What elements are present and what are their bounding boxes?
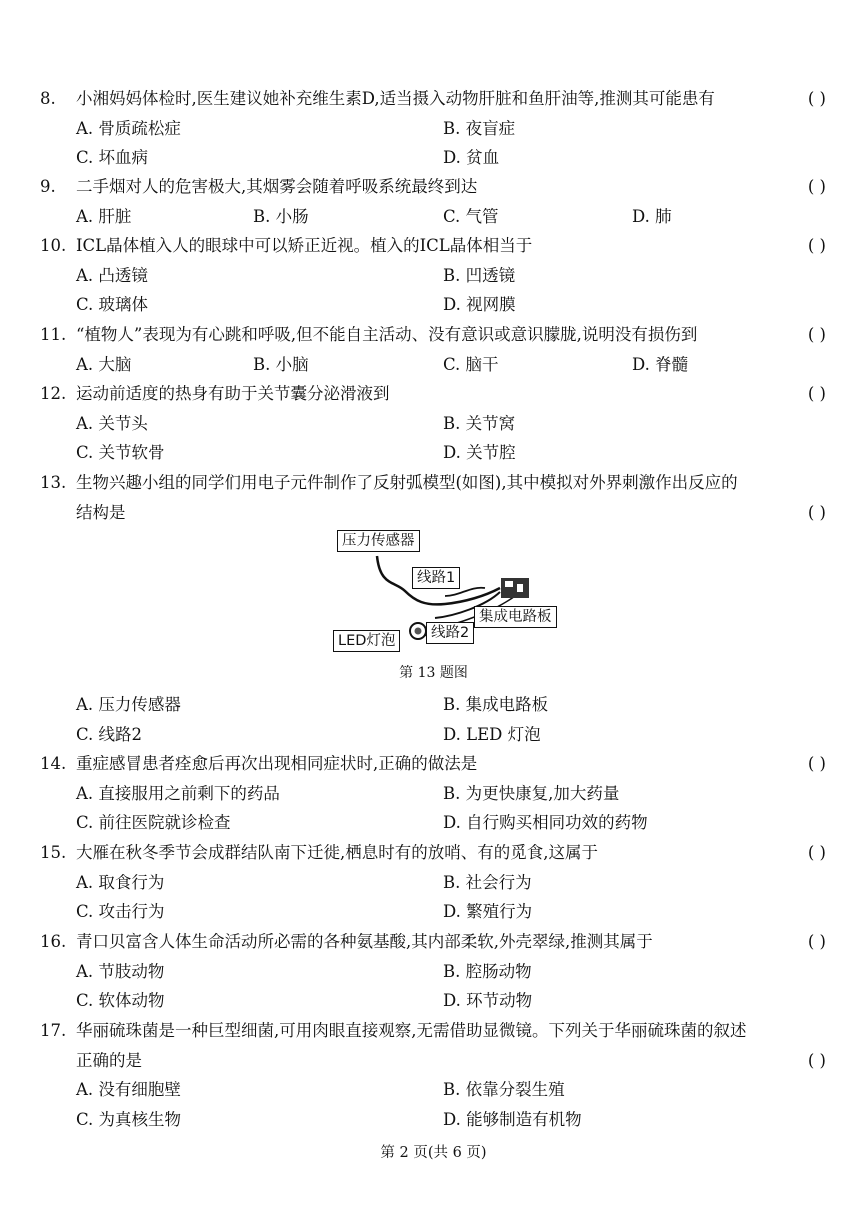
- question-number: 13.: [40, 473, 67, 492]
- option-a[interactable]: A. 凸透镜: [76, 265, 148, 285]
- option-d[interactable]: D. 环节动物: [443, 991, 533, 1010]
- question-14: [40, 749, 830, 838]
- question-number: 9.: [40, 177, 56, 196]
- question-number: 16.: [40, 932, 67, 951]
- label-line-1: 线路1: [412, 567, 460, 589]
- option-d[interactable]: D. 繁殖行为: [443, 902, 533, 921]
- option-c[interactable]: C. 软体动物: [76, 991, 165, 1010]
- reflex-arc-model-figure: [325, 526, 575, 661]
- question-stem: 二手烟对人的危害极大,其烟雾会随着呼吸系统最终到达: [76, 177, 478, 196]
- option-b[interactable]: B. 腔肠动物: [443, 961, 532, 981]
- option-d[interactable]: D. 能够制造有机物: [443, 1109, 582, 1129]
- question-9: [40, 172, 830, 231]
- option-a[interactable]: A. 压力传感器: [76, 695, 181, 714]
- option-a[interactable]: A. 取食行为: [76, 872, 165, 892]
- option-d[interactable]: D. 关节腔: [443, 443, 516, 462]
- answer-blank[interactable]: ( ): [807, 1050, 826, 1070]
- answer-blank[interactable]: ( ): [807, 502, 826, 522]
- answer-blank[interactable]: ( ): [807, 384, 826, 403]
- answer-blank[interactable]: ( ): [807, 325, 826, 344]
- question-number: 12.: [40, 384, 67, 403]
- question-13: [40, 468, 830, 527]
- question-stem: 生物兴趣小组的同学们用电子元件制作了反射弧模型(如图),其中模拟对外界刺激作出反应的: [76, 473, 738, 492]
- answer-blank[interactable]: ( ): [807, 754, 826, 773]
- option-d[interactable]: D. 自行购买相同功效的药物: [443, 813, 648, 832]
- label-pressure-sensor: 压力传感器: [337, 530, 420, 552]
- option-c[interactable]: C. 玻璃体: [76, 295, 149, 314]
- option-d[interactable]: D. 贫血: [443, 148, 500, 167]
- option-a[interactable]: A. 节肢动物: [76, 961, 165, 981]
- option-a[interactable]: A. 大脑: [76, 354, 132, 374]
- question-number: 15.: [40, 843, 67, 862]
- question-stem: “植物人”表现为有心跳和呼吸,但不能自主活动、没有意识或意识朦胧,说明没有损伤到: [76, 325, 698, 344]
- question-stem: 青口贝富含人体生命活动所必需的各种氨基酸,其内部柔软,外壳翠绿,推测其属于: [76, 932, 653, 951]
- question-number: 10.: [40, 236, 67, 255]
- question-11: [40, 320, 830, 379]
- option-c[interactable]: C. 坏血病: [76, 148, 149, 167]
- question-number: 8.: [40, 89, 56, 108]
- option-b[interactable]: B. 小脑: [253, 354, 309, 374]
- page-footer: 第 2 页(共 6 页): [380, 1145, 487, 1161]
- question-number: 14.: [40, 754, 67, 773]
- question-stem-continued: 正确的是: [76, 1050, 142, 1070]
- question-17: [40, 1016, 830, 1134]
- option-b[interactable]: B. 小肠: [253, 206, 309, 226]
- label-line-2: 线路2: [426, 622, 474, 644]
- answer-blank[interactable]: ( ): [807, 843, 826, 862]
- figure-caption: 第 13 题图: [399, 665, 468, 681]
- question-8: [40, 84, 830, 173]
- label-led-bulb: LED灯泡: [333, 630, 400, 652]
- option-c[interactable]: C. 气管: [443, 206, 499, 226]
- question-10: [40, 231, 830, 320]
- option-b[interactable]: B. 夜盲症: [443, 118, 516, 138]
- question-stem: 华丽硫珠菌是一种巨型细菌,可用肉眼直接观察,无需借助显微镜。下列关于华丽硫珠菌的叙述: [76, 1021, 747, 1040]
- option-d[interactable]: D. 视网膜: [443, 295, 516, 314]
- question-number: 11.: [40, 325, 67, 344]
- option-a[interactable]: A. 没有细胞壁: [76, 1080, 181, 1099]
- option-a[interactable]: A. 关节头: [76, 413, 148, 433]
- option-b[interactable]: B. 集成电路板: [443, 695, 549, 714]
- question-stem: ICL晶体植入人的眼球中可以矫正近视。植入的ICL晶体相当于: [76, 236, 533, 255]
- option-a[interactable]: A. 骨质疏松症: [76, 118, 181, 138]
- option-c[interactable]: C. 攻击行为: [76, 902, 165, 921]
- option-b[interactable]: B. 社会行为: [443, 872, 532, 892]
- option-b[interactable]: B. 依靠分裂生殖: [443, 1080, 565, 1099]
- option-c[interactable]: C. 为真核生物: [76, 1109, 182, 1129]
- question-number: 17.: [40, 1021, 67, 1040]
- question-stem: 大雁在秋冬季节会成群结队南下迁徙,栖息时有的放哨、有的觅食,这属于: [76, 843, 598, 862]
- question-stem: 重症感冒患者痊愈后再次出现相同症状时,正确的做法是: [76, 754, 478, 773]
- label-circuit-board: 集成电路板: [474, 606, 557, 628]
- question-stem: 小湘妈妈体检时,医生建议她补充维生素D,适当摄入动物肝脏和鱼肝油等,推测其可能患有: [76, 89, 715, 108]
- answer-blank[interactable]: ( ): [807, 236, 826, 255]
- option-b[interactable]: B. 为更快康复,加大药量: [443, 783, 620, 803]
- option-c[interactable]: C. 脑干: [443, 354, 499, 374]
- option-c[interactable]: C. 关节软骨: [76, 443, 165, 462]
- option-d[interactable]: D. 脊髓: [632, 354, 689, 374]
- option-d[interactable]: D. 肺: [632, 206, 672, 226]
- question-15: [40, 838, 830, 927]
- option-b[interactable]: B. 关节窝: [443, 413, 516, 433]
- question-16: [40, 927, 830, 1016]
- question-stem-continued: 结构是: [76, 502, 126, 522]
- option-c[interactable]: C. 线路2: [76, 724, 143, 744]
- question-12: [40, 379, 830, 468]
- option-b[interactable]: B. 凹透镜: [443, 265, 516, 285]
- question-13-options: [40, 690, 830, 749]
- answer-blank[interactable]: ( ): [807, 89, 826, 108]
- option-a[interactable]: A. 肝脏: [76, 206, 132, 226]
- question-stem: 运动前适度的热身有助于关节囊分泌滑液到: [76, 384, 390, 403]
- option-c[interactable]: C. 前往医院就诊检查: [76, 813, 231, 832]
- answer-blank[interactable]: ( ): [807, 932, 826, 951]
- option-d[interactable]: D. LED 灯泡: [443, 724, 541, 744]
- option-a[interactable]: A. 直接服用之前剩下的药品: [76, 783, 280, 803]
- answer-blank[interactable]: ( ): [807, 177, 826, 196]
